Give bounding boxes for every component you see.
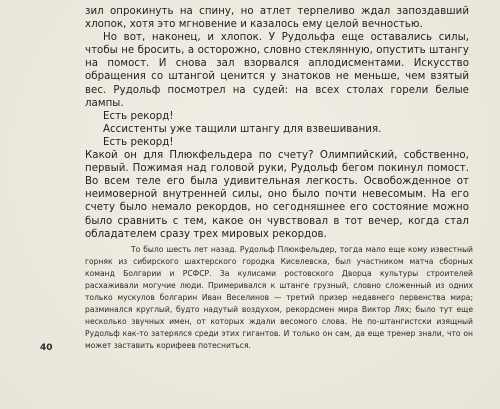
paragraph-4: Ассистенты уже тащили штангу для взвешивания. (103, 123, 382, 135)
paragraph-2: Но вот, наконец, и хлопок. У Рудольфа еще оставались силы, чтобы не бросить, а осторожно, словно стеклянную, опустить штангу на помост. И снова зал взорвался аплодисментами. Искусство обращения со штангой ценится у знатоков не меньше, чем взятый вес. Рудольф посмотрел на судей: на всех столах горели белые лампы. (85, 32, 469, 109)
paragraph-1: зил опрокинуть на спину, но атлет терпеливо ждал запоздавший хлопок, хотя это мгновение и казалось ему целой вечностью. (85, 6, 469, 31)
paragraph-3: Есть рекорд! (103, 110, 174, 122)
page-number: 40 (40, 343, 53, 353)
paragraph-5: Есть рекорд! (103, 136, 174, 148)
main-text-block (85, 5, 469, 241)
paragraph-6: Какой он для Плюкфельдера по счету? Олимпийский, собственно, первый. Пожимая над головой руки, Рудольф бегом покинул помост. Во всем теле его была удивительная легкость. Освобожденное от неимоверной внутренней силы, оно было почти невесомым. На его счету было немало рекордов, но сегодняшнее его состояние можно было сравнить с тем, какое он чувствовал в тот вечер, когда стал обладателем сразу трех мировых рекордов. (85, 150, 469, 240)
footnote-text: То было шесть лет назад. Рудольф Плюкфельдер, тогда мало еще кому известный горняк из сибирского шахтерского городка Киселевска, был участником матча сборных команд Болгарии и РСФСР. За кулисами ростовского Дворца культуры строителей расхаживали могучие люди. Примеривался к штанге грузный, словно сложенный из одних только мускулов болгарин Иван Веселинов — третий призер недавнего первенства мира; разминался круглый, будто надутый воздухом, рекордсмен мира Виктор Лях; было тут еще несколько звучных имен, от которых ждали весомого слова. Не по-штангистски изящный Рудольф как-то затерялся среди этих гигантов. И только он сам, да еще тренер знали, что он может заставить корифеев потесниться. (85, 245, 473, 351)
